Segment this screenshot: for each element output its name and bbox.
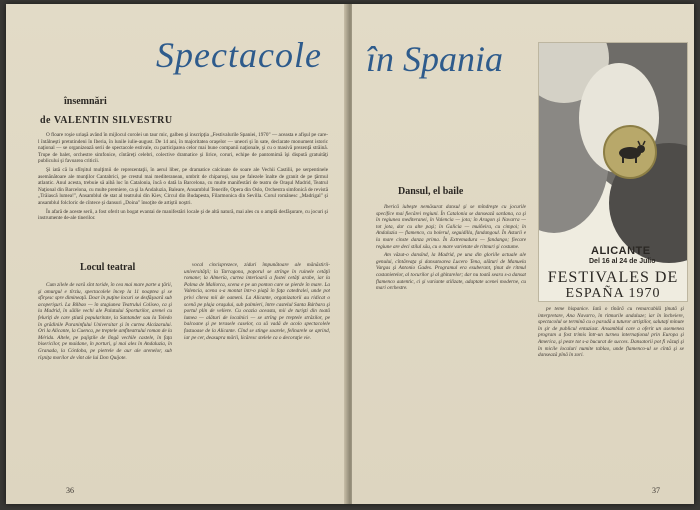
body-paragraph: pe teme hispanice. Iată o tînără cu remarcabilă ţinută şi interpretare, Ana Navarro, în ritmurile andaluze; iar în încheiere, spectacolul se termină cu o paradă a tuturor artiştilor, salutaţi minute în şir de publicul entuziast. Ansamblul care a oferit un asemenea program a fost trimis într-un turneu internaţional prin Europa şi America, şi peste tot s-a bucurat de succes. Dansatorii pot fi văzuţi şi în micile localuri numite tablao, unde flamenco-ul se cîntă şi se dansează pînă în zori. — [538, 306, 684, 359]
body-paragraph: vocal cincisprezece, ziduri împunătoare ale mănăstirii-universităţii; la Tarragona, poporul se strînge în ruinele cetăţii romane; la Almería, curtea interioară a fostei cetăţi arabe, iar la Palma de Mallorca, scena e pe un ponton care se pierde în mare. La Valencia, scena s-a montat într-o piaţă în faţa catedralei, unde pot privi cîteva mii de oameni. La Alicante, organizatorii au ridicat o scenă pe plaja oraşului, sub palmieri, între castelul Santa Bárbara şi portul plin de veliere. Cu ocazia aceasta, mii de turişti din toată lumea — alături de localnici — se strîng pe treptele străzilor, pe balcoane şi pe terasele caselor, ca să vadă de acolo spectacolele fastuoase de la Alicante. Cînd se stinge soarele, felinarele se aprind, iar pe cer, deasupra mării, licăresc stelele ca o decoraţie vie. — [184, 262, 330, 341]
byline-author: de VALENTIN SILVESTRU — [40, 115, 173, 126]
right-page — [352, 4, 694, 504]
poster-festival-line2: ESPAÑA 1970 — [565, 286, 661, 301]
section-heading-theatre: Locul teatral — [80, 262, 136, 273]
title-left: Spectacole — [156, 35, 322, 75]
body-paragraph: Cum zilele de vară sînt toride, în cea mai mare parte a ţării, şi amurgul e tîrziu, spectacolele încep la 11 noaptea şi se sfîrşesc spre dimineaţă. Doar în puţine locuri se desfăşoară sub acoperişuri. La Bilbao — în stagiunea Teatrului Coliseo, ca şi la Madrid, în sălile vechi ale Palatului Sporturilor, arenei cu feluriţi de care ştiută popularitate, la Santander sau la Toledo în grădinile Paraninfului Universitar şi în curtea Alcázarului. Ori la Alicante, la Cuenca, pe treptele amfiteatrului roman de la Mérida. Altele, pe pajiştile de lîngă vechile castele, în faţa bisericilor, pe maidane, în porturi, şi mai ales în Andaluzia, în Granada, la Córdoba, pe pietrele de aur ale arenelor, sub rîşniţa morilor de vînt ale lui Don Quijote. — [38, 282, 172, 361]
right-column-b — [538, 306, 684, 361]
title-right: în Spania — [366, 39, 504, 79]
left-column-b — [184, 262, 330, 343]
section-heading-dance: Dansul, el baile — [398, 186, 464, 197]
left-page — [6, 4, 348, 504]
right-column-a — [376, 204, 526, 294]
page-number-right: 37 — [652, 486, 660, 495]
festival-poster — [538, 42, 688, 302]
page-number-left: 36 — [66, 486, 74, 495]
book-spread — [6, 4, 694, 504]
poster-dates: Del 16 al 24 de Julio — [589, 258, 656, 265]
intro-paragraph: Şi iată că la sfîrşitul mulţimii de reprezentaţii, în aerul liber, pe dramatice calcinate de soare ale Vechii Castilii, pe serpentinele asemănătoare ale munţilor Cantabrici, pe crestul mai mediteranean, umbrit de chiparoşi, sau pe falezele înalte de granit de pe ţărmul atlantic. Anul acesta, trebuie să aibă loc în Catalonia, încă o dată la Barcelona, cu multe manifestări de teatru de Oraşul Madrid, Teatrul Naţional din Barcelona, cu multe premiere, ca şi la Andaluzia, Baleare, Ansamblul Tenerife, Opera din Oslo, Orchestra simfonică de revistă „Trăiască lumea!", Ansamblul de stat al teatrului din Kiev, Circul din Budapesta, Filarmonica din Sevilla. Corul românesc „Madrigal" şi ansamblul folcloric de cîntece şi dansuri „Doina" însoţite de artiştii noştri. — [38, 166, 328, 206]
body-paragraph: Iberică iubeşte nemăsurat dansul şi se mîndreşte cu jocurile specifice mai fiecărei regiuni. În Catalonia se dansează sardana, ca şi în regiunea mediteranei, în Valencia — jota; în Aragon şi Navarra — tot jota, dar cu alte paşi; în Galicia — muiñeira, cu cimpoi; în Andaluzia — flamenco, cu bolerul, seguidilla, fandangoul. În Asturii e la mare cinste danza prima. În Extremadura — fandango; fiecare regiune are deci stilul său, cu o mare varietate de ritmuri şi costume. — [376, 204, 526, 250]
intro-paragraph: În afară de aceste serii, a fost oferit un bogat evantai de manifestări locale şi de altă natură, mai ales cu o amplă desfăşurare, cu jocuri şi instrumente de-ale tinerilor. — [38, 208, 328, 222]
intro-text — [38, 132, 328, 224]
left-column-a — [38, 282, 172, 363]
poster-city: ALICANTE — [591, 245, 651, 257]
intro-paragraph: O floare roşie uriaşă având în mijlocul corolei un taur mic, galben şi inscripţia „Festivalurile Spaniei, 1970" — aceasta e afişul pe care-l întâlneşti pretutindeni în Iberia, în lunile iulie-august. De 14 ani, în majoritatea oraşelor — uneori şi în sate, declarate monument istoric naţional — se organizează serii de spectacole estivale, cu participarea celor mai bune companii naţionale, şi cu o masivă prezenţă străină. Trupe de balet, orchestre simfonice, cîntăreţi celebri, colective dramatice şi lirice, coruri, echipe de pantomimă îşi dispută gratuităţi publicului şi favoarea criticii. — [38, 132, 328, 165]
bull-emblem-icon — [603, 125, 657, 179]
byline-notes: însemnări — [64, 96, 107, 107]
body-paragraph: Am văzut-o dansînd, la Madrid, pe una din gloriile actuale ale genului, cîntăreaţa şi dansatoarea Lucero Tena, alături de Manuela Vargas şi Antonio Gades. Programul era exuberant, ţinut de ritmul castanietelor, al tocurilor şi al ghitarelor; dar nu toată seara s-a dansat flamenco autentic, ci şi variante stilizate, adaptate scenei moderne, cu mari orchestre. — [376, 252, 526, 292]
poster-festival-line1: FESTIVALES DE — [547, 269, 679, 286]
bull-icon — [613, 140, 647, 164]
